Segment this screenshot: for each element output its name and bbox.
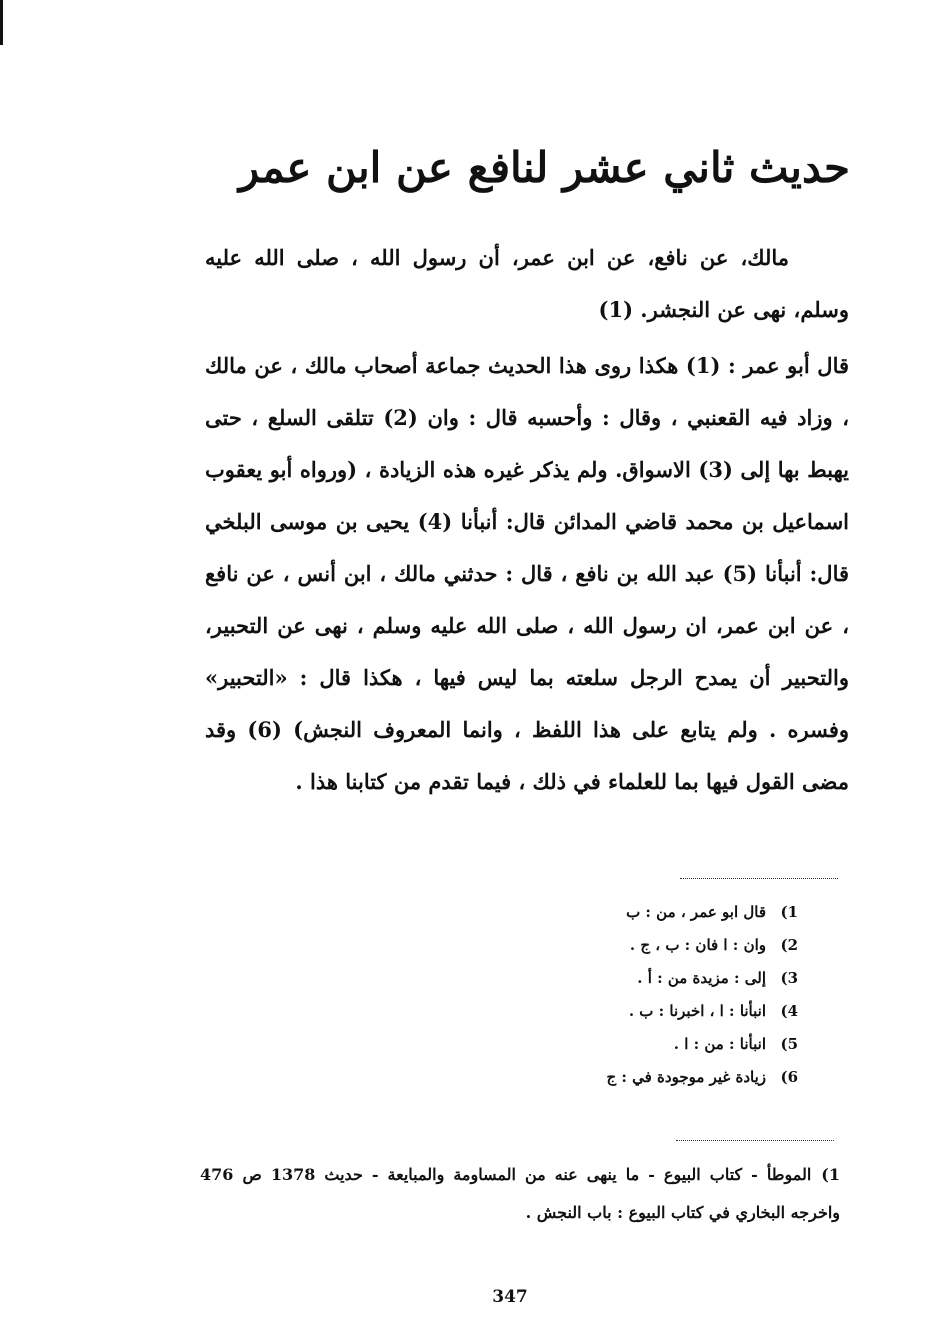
variant-note <box>440 896 798 929</box>
note-text: قال ابو عمر ، من : ب <box>626 903 766 921</box>
source-divider <box>676 1140 834 1141</box>
paragraph-commentary: قال أبو عمر : (1) هكذا روى هذا الحديث جماعة أصحاب مالك ، عن مالك ، وزاد فيه القعنبي ، وقال : وأحسبه قال : وان (2) تتلقى السلع ، حتى يهبط بها إلى (3) الاسواق. ولم يذكر غيره هذه الزيادة ، (ورواه أبو يعقوب اسماعيل بن محمد قاضي المدائن قال: أنبأنا (4) يحيى بن موسى البلخي قال: أنبأنا (5) عبد الله بن نافع ، قال : حدثني مالك ، ابن أنس ، عن نافع ، عن ابن عمر، ان رسول الله ، صلى الله عليه وسلم ، نهى عن التحبير، والتحبير أن يمدح الرجل سلعته بما ليس فيها ، هكذا قال : «التحبير» وفسره . ولم يتابع على هذا اللفظ ، وانما المعروف النجش) (6) وقد مضى القول فيها بما للعلماء في ذلك ، فيما تقدم من كتابنا هذا . <box>205 353 850 794</box>
variant-note <box>440 962 798 995</box>
chapter-title: حديث ثاني عشر لنافع عن ابن عمر <box>238 143 850 192</box>
note-number: 1) <box>780 903 798 921</box>
note-number: 4) <box>780 1002 798 1020</box>
main-text <box>205 232 849 808</box>
note-text: زيادة غير موجودة في : ج <box>606 1068 766 1086</box>
scan-edge-line <box>0 0 3 45</box>
note-text: انبأنا : ا ، اخبرنا : ب . <box>628 1002 766 1020</box>
note-number: 3) <box>780 969 798 987</box>
note-number: 5) <box>780 1035 798 1053</box>
variant-notes-list <box>440 896 798 1094</box>
note-text: انبأنا : من : ا . <box>673 1035 766 1053</box>
note-number: 2) <box>780 936 798 954</box>
variant-note <box>440 1028 798 1061</box>
footnote-text: الموطأ - كتاب البيوع - ما ينهى عنه من المساومة والمبايعة - حديث 1378 ص 476 واخرجه البخاري في كتاب البيوع : باب النجش . <box>200 1165 840 1222</box>
note-text: إلى : مزيدة من : أ . <box>637 969 766 987</box>
variant-note <box>440 1061 798 1094</box>
variant-note <box>440 929 798 962</box>
page-number: 347 <box>492 1287 528 1307</box>
variant-note <box>440 995 798 1028</box>
footnote-number: 1) <box>821 1165 841 1184</box>
notes-divider <box>680 878 838 879</box>
paragraph-hadith: مالك، عن نافع، عن ابن عمر، أن رسول الله ، صلى الله عليه وسلم، نهى عن النجشر. (1) <box>205 245 849 322</box>
source-footnote <box>200 1156 840 1232</box>
note-number: 6) <box>780 1068 798 1086</box>
note-text: وان : ا فان : ب ، ج . <box>629 936 766 954</box>
